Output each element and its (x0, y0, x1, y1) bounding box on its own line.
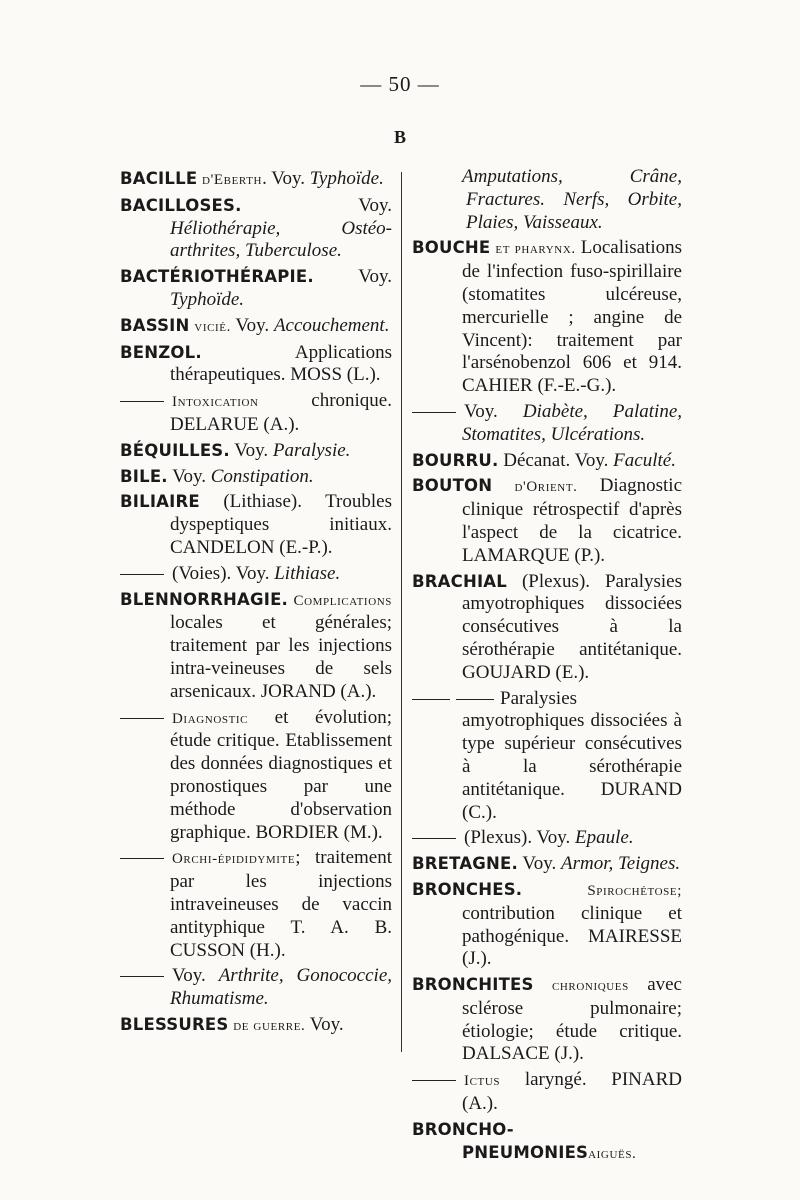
cross-reference: Armor, Teignes. (560, 853, 681, 875)
cross-reference: Lithiase. (274, 562, 341, 584)
repeat-dash (120, 574, 164, 575)
column-divider (401, 172, 402, 1052)
entry-text: et évolution; étude critique. Etablissement des données diagnostiques et pronostiques par une méthode d'observation graphique. BORDIER (M.). (170, 706, 392, 843)
entry-text: Décanat. Voy. (503, 449, 609, 471)
entry-text: Localisations de l'infection fuso-spirillaire (stomatites ulcéreuse, mercurielle ; angine de Vincent): traitement par l'arsénobenzol 606 et 914. CAHIER (F.-E.-G.). (462, 237, 683, 397)
entry-text: Applications thérapeutiques. MOSS (L.). (170, 341, 392, 386)
index-entry (412, 450, 682, 473)
cross-reference: Héliothérapie, Ostéo-arthrites, Tuberculose. (170, 217, 392, 262)
section-letter: B (393, 127, 406, 147)
see-reference: Voy. (235, 314, 270, 336)
index-subentry (412, 688, 682, 825)
entry-text: contribution clinique et pathogénique. MAIRESSE (J.). (462, 902, 682, 970)
index-entry (412, 853, 682, 876)
entry-qualifier: vicié. (194, 318, 231, 335)
repeat-dash (412, 699, 450, 700)
cross-reference: Paralysie. (272, 439, 351, 461)
repeat-dash (120, 401, 164, 402)
see-reference: Voy. (234, 439, 269, 461)
cross-reference: Typhoïde. (309, 168, 384, 189)
index-entry (412, 974, 682, 1066)
entry-text: (Plexus). Paralysies amyotrophiques dissociées consécutives à la sérothérapie antitétanique. GOUJARD (E.). (462, 570, 682, 683)
left-column (120, 168, 392, 1041)
entry-heading: BACTÉRIOTHÉRAPIE. (120, 267, 314, 287)
entry-heading: BLENNORRHAGIE. (120, 589, 289, 609)
entry-heading: BACILLOSES. (120, 195, 242, 215)
entry-heading: BLESSURES (120, 1014, 229, 1034)
entry-qualifier: et pharynx. (495, 241, 576, 258)
entry-heading: BRONCHITES (412, 975, 534, 995)
see-reference: Voy. (172, 465, 206, 487)
entry-heading: BRONCHO-PNEUMONIES (412, 1119, 589, 1162)
index-entry (120, 168, 392, 192)
entry-qualifier: de guerre. (233, 1017, 306, 1034)
index-entry (120, 466, 392, 489)
see-reference: Voy. (358, 194, 392, 216)
entry-heading: BOUTON (412, 476, 493, 496)
cross-reference: Epaule. (575, 827, 634, 849)
entry-qualifier: Orchi-épididymite (172, 851, 296, 868)
repeat-dash (412, 412, 456, 413)
cross-reference: Typhoïde. (170, 288, 245, 310)
entry-text: locales et générales; traitement par les injections intra-veineuses de sels arsenicaux. JORAND (A.). (170, 612, 392, 702)
index-entry (120, 315, 392, 339)
entry-text: (Plexus). Voy. (464, 827, 571, 849)
entry-qualifier: Complications (293, 592, 392, 609)
see-reference: Voy. (172, 965, 206, 987)
see-reference: Voy. (309, 1013, 344, 1035)
entry-qualifier: Diagnostic (172, 710, 249, 727)
entry-heading: BRACHIAL (412, 571, 507, 591)
entry-text: (Lithiase). Troubles dyspeptiques initiaux. CANDELON (E.-P.). (170, 491, 392, 558)
entry-text: chronique. DELARUE (A.). (170, 390, 392, 435)
index-entry (412, 237, 682, 398)
index-entry (120, 440, 392, 463)
entry-text: Paralysies amyotrophiques dissociées à type supérieur consécutives à la sérothérapie antitétanique. DURAND (C.). (462, 687, 682, 823)
entry-heading: BACILLE (120, 169, 198, 188)
entry-qualifier: aiguës. (588, 1145, 637, 1162)
repeat-dash (120, 718, 164, 719)
index-subentry (412, 401, 682, 447)
entry-heading: BÉQUILLES. (120, 440, 230, 460)
entry-qualifier: Ictus (464, 1073, 501, 1090)
entry-heading: BOUCHE (412, 238, 491, 258)
repeat-dash (456, 699, 494, 700)
index-entry (120, 195, 392, 263)
cross-reference: Constipation. (210, 465, 314, 487)
index-entry (120, 266, 392, 312)
entry-heading: BILIAIRE (120, 492, 200, 512)
index-entry (120, 589, 392, 704)
see-reference: . Voy. (262, 168, 306, 189)
cross-reference: Faculté. (613, 449, 676, 471)
index-subentry (120, 965, 392, 1011)
index-subentry (120, 847, 392, 962)
entry-text: Diagnostic clinique rétrospectif d'après l'aspect de la cicatrice. LAMARQUE (P.). (462, 475, 683, 566)
page-number: — 50 — (360, 72, 440, 96)
cross-reference: Arthrite, Gonococcie, Rhumatisme. (170, 965, 392, 1010)
see-reference: Voy. (464, 400, 498, 422)
entry-heading: BENZOL. (120, 342, 202, 362)
repeat-dash (120, 976, 164, 977)
entry-qualifier: chroniques (551, 978, 629, 995)
entry-text: avec sclérose pulmonaire; étiologie; étude critique. DALSACE (J.). (462, 974, 682, 1065)
index-entry (412, 1119, 682, 1166)
see-reference: Voy. (522, 853, 557, 875)
entry-heading: BRONCHES. (412, 879, 523, 899)
index-subentry (412, 1069, 682, 1116)
index-subentry (120, 563, 392, 586)
right-column (412, 168, 682, 1168)
entry-qualifier: d'Eberth (202, 172, 263, 188)
entry-qualifier: Intoxication (172, 394, 259, 411)
repeat-dash (412, 838, 456, 839)
entry-text: laryngé. PINARD (A.). (462, 1069, 683, 1115)
repeat-dash (120, 858, 164, 859)
index-subentry (120, 707, 392, 845)
see-reference: Voy. (358, 266, 392, 288)
entry-heading: BRETAGNE. (412, 854, 518, 874)
entry-text: (Voies). Voy. (172, 562, 270, 584)
index-entry (120, 342, 392, 388)
cross-reference: Accouchement. (273, 314, 390, 336)
cross-reference: Diabète, Palatine, Stomatites, Ulcérations. (462, 400, 682, 445)
entry-heading: BILE. (120, 466, 168, 486)
entry-qualifier: d'Orient. (514, 479, 578, 496)
entry-heading: BOURRU. (412, 450, 499, 470)
index-subentry (412, 827, 682, 850)
entry-text: ; traitement par les injections intraveineuses de vaccin antityphique T. A. B. CUSSON (H.). (170, 847, 392, 961)
index-entry-continuation (412, 166, 682, 234)
index-entry (412, 475, 682, 567)
index-entry (120, 491, 392, 559)
index-entry (412, 879, 682, 971)
entry-heading: BASSIN (120, 315, 190, 335)
repeat-dash (412, 1080, 456, 1081)
cross-reference: Amputations, Crâne, Fractures. Nerfs, Orbite, Plaies, Vaisseaux. (462, 166, 682, 233)
index-subentry (120, 390, 392, 437)
entry-qualifier: Spirochétose; (587, 882, 682, 899)
index-entry (120, 1014, 392, 1038)
index-entry (412, 571, 682, 685)
